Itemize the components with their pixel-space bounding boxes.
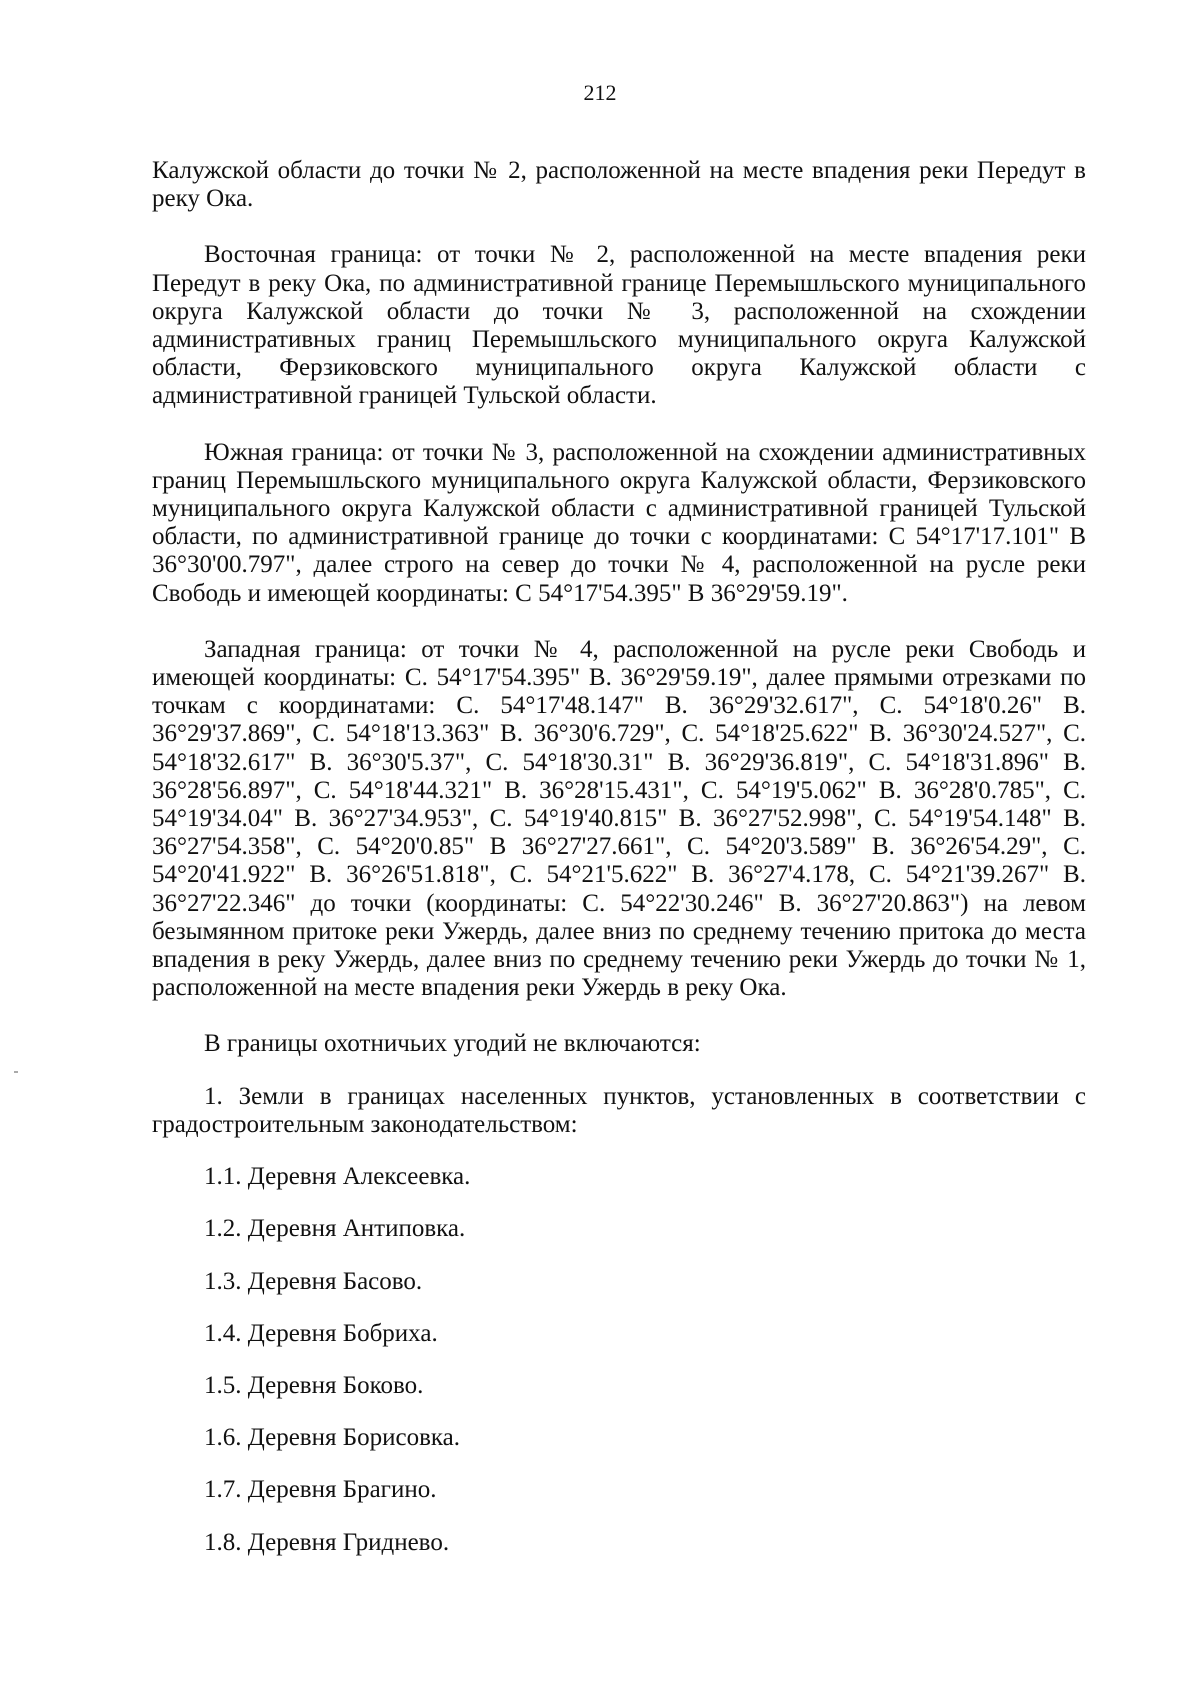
paragraph-east-boundary: Восточная граница: от точки № 2, расположенной на месте впадения реки Передут в реку Ока, по административной границе Перемышльского муниципального округа Калужской области до точки № 3, расположенной на схождении административных границ Перемышльского муниципального округа Калужской области, Ферзиковского муниципального округа Калужской области с административной границей Тульской области. <box>152 241 1086 410</box>
paragraph-west-boundary: Западная граница: от точки № 4, расположенной на русле реки Свободь и имеющей координаты: С. 54°17'54.395" В. 36°29'59.19", далее прямыми отрезками по точкам с координатами: С. 54°17'48.147" В. 36°29'32.617", С. 54°18'0.26" В. 36°29'37.869", С. 54°18'13.363" В. 36°30'6.729", С. 54°18'25.622" В. 36°30'24.527", С. 54°18'32.617" В. 36°30'5.37", С. 54°18'30.31" В. 36°29'36.819", С. 54°18'31.896" В. 36°28'56.897", С. 54°18'44.321" В. 36°28'15.431", С. 54°19'5.062" В. 36°28'0.785", С. 54°19'34.04" В. 36°27'34.953", С. 54°19'40.815" В. 36°27'52.998", С. 54°19'54.148" В. 36°27'54.358", С. 54°20'0.85" В 36°27'27.661", С. 54°20'3.589" В. 36°26'54.29", С. 54°20'41.922" В. 36°26'51.818", С. 54°21'5.622" В. 36°27'4.178, С. 54°21'39.267" В. 36°27'22.346" до точки (координаты: С. 54°22'30.246" В. 36°27'20.863") на левом безымянном притоке реки Ужердь, далее вниз по среднему течению притока до места впадения в реку Ужердь, далее вниз по среднему течению реки Ужердь до точки № 1, расположенной на месте впадения реки Ужердь в реку Ока. <box>152 635 1086 1002</box>
page-number: 212 <box>583 80 617 105</box>
list-item: 1.5. Деревня Боково. <box>204 1371 424 1399</box>
list-item: 1.7. Деревня Брагино. <box>204 1476 437 1504</box>
document-body <box>152 157 1086 1557</box>
paragraph-item-1: 1. Земли в границах населенных пунктов, установленных в соответствии с градостроительным законодательством: <box>152 1082 1086 1138</box>
paragraph-south-boundary: Южная граница: от точки № 3, расположенной на схождении административных границ Перемышльского муниципального округа Калужской области, Ферзиковского муниципального округа Калужской области с административной границей Тульской области, по административной границе до точки с координатами: С 54°17'17.101" В 36°30'00.797", далее строго на север до точки № 4, расположенной на русле реки Свободь и имеющей координаты: С 54°17'54.395" В 36°29'59.19". <box>152 438 1086 607</box>
list-item: 1.1. Деревня Алексеевка. <box>204 1163 471 1191</box>
list-item: 1.3. Деревня Басово. <box>204 1267 423 1295</box>
list-item: 1.8. Деревня Гриднево. <box>204 1528 450 1556</box>
scan-speck <box>14 1071 18 1073</box>
list-item: 1.4. Деревня Бобриха. <box>204 1319 438 1347</box>
list-item: 1.6. Деревня Борисовка. <box>204 1424 460 1452</box>
village-list <box>152 1163 1086 1557</box>
paragraph-continuation: Калужской области до точки № 2, расположенной на месте впадения реки Передут в реку Ока. <box>152 157 1086 213</box>
list-item: 1.2. Деревня Антиповка. <box>204 1215 466 1243</box>
paragraph-exclusions-intro: В границы охотничьих угодий не включаются: <box>204 1030 701 1058</box>
